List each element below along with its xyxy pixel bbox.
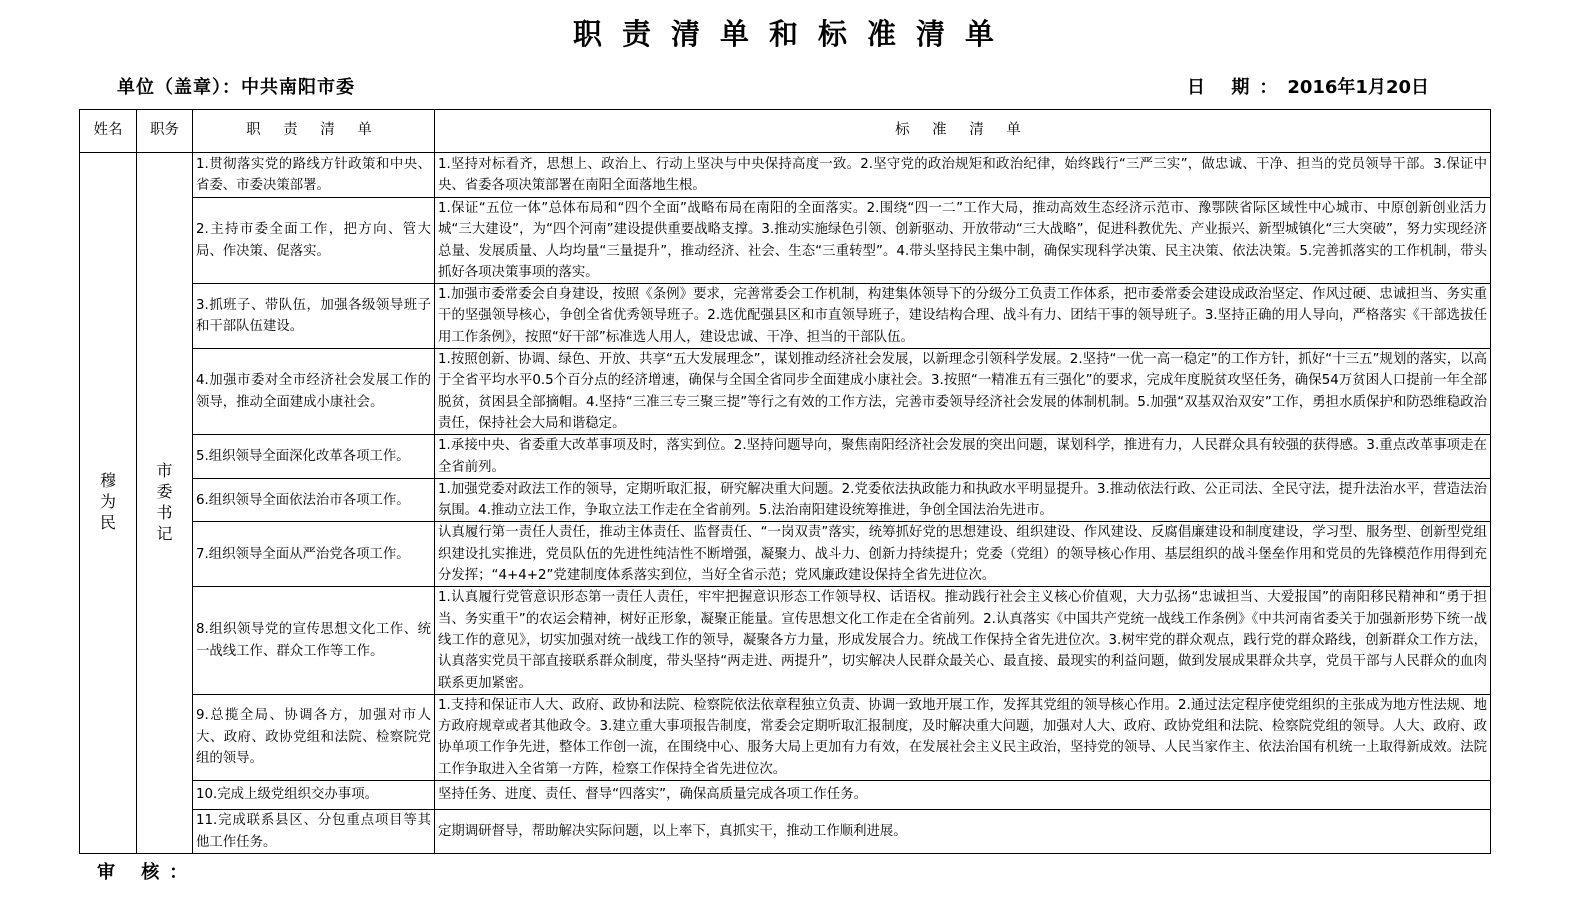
standard-cell: 1.加强党委对政法工作的领导，定期听取汇报，研究解决重大问题。2.党委依法执政能力和执政水平明显提升。3.推动依法行政、公正司法、全民守法，提升法治水平，营造法治氛围。4.推动立法工作，争取立法工作走在全省前列。5.法治南阳建设统筹推进，争创全国法治先进市。 [435,478,1491,522]
date-line [1187,76,1429,100]
duty-cell: 10.完成上级党组织交办事项。 [193,781,435,810]
duty-cell: 9.总揽全局、协调各方，加强对市人大、政府、政协党组和法院、检察院党组的领导。 [193,694,435,780]
header-position: 职务 [137,110,193,153]
review-label: 审 核： [97,862,198,883]
person-position: 市委书记 [156,460,173,543]
header-duties: 职 责 清 单 [193,110,435,153]
duty-cell: 3.抓班子、带队伍，加强各级领导班子和干部队伍建设。 [193,284,435,349]
table-row [80,522,1491,587]
table-row [80,478,1491,522]
person-position-cell [137,153,193,854]
duty-cell: 11.完成联系县区、分包重点项目等其他工作任务。 [193,810,435,854]
duty-cell: 4.加强市委对全市经济社会发展工作的领导，推动全面建成小康社会。 [193,349,435,435]
standard-cell: 1.承接中央、省委重大改革事项及时，落实到位。2.坚持问题导向，聚焦南阳经济社会发展的突出问题，谋划科学，推进有力，人民群众具有较强的获得感。3.重点改革事项走在全省前列。 [435,435,1491,479]
table-row [80,153,1491,198]
table-row [80,810,1491,854]
duty-cell: 6.组织领导全面依法治市各项工作。 [193,478,435,522]
standard-cell: 坚持任务、进度、责任、督导“四落实”，确保高质量完成各项工作任务。 [435,781,1491,810]
header-name: 姓名 [80,110,137,153]
table-row [80,284,1491,349]
table-row [80,587,1491,694]
standard-cell: 定期调研督导，帮助解决实际问题，以上率下，真抓实干，推动工作顺利进展。 [435,810,1491,854]
duty-cell: 2.主持市委全面工作，把方向、管大局、作决策、促落实。 [193,198,435,284]
standard-cell: 1.按照创新、协调、绿色、开放、共享“五大发展理念”，谋划推动经济社会发展，以新理念引领科学发展。2.坚持“一优一高一稳定”的工作方针，抓好“十三五”规划的落实，以高于全省平均水平0.5个百分点的经济增速，确保与全国全省同步全面建成小康社会。3.按照“一精准五有三强化”的要求，完成年度脱贫攻坚任务，确保54万贫困人口提前一年全部脱贫，贫困县全部摘帽。4.坚持“三准三专三聚三提”等行之有效的工作方法，完善市委领导经济社会发展的体制机制。5.加强“双基双治双安”工作，勇担水质保护和防恐维稳政治责任，保持社会大局和谐稳定。 [435,349,1491,435]
standard-cell: 1.坚持对标看齐，思想上、政治上、行动上坚决与中央保持高度一致。2.坚守党的政治规矩和政治纪律，始终践行“三严三实”，做忠诚、干净、担当的党员领导干部。3.保证中央、省委各项决策部署在南阳全面落地生根。 [435,153,1491,198]
unit-label: 单位（盖章）：中共南阳市委 [117,77,355,98]
document-title: 职责清单和标准清单 [572,17,1014,51]
person-name: 穆为民 [99,471,116,533]
standard-cell: 1.保证“五位一体”总体布局和“四个全面”战略布局在南阳的全面落实。2.围绕“四一二”工作大局，推动高效生态经济示范市、豫鄂陕省际区域性中心城市、中原创新创业活力城“三大建设”，为“四个河南”建设提供重要战略支撑。3.推动实施绿色引领、创新驱动、开放带动“三大战略”，促进科教优先、产业振兴、新型城镇化“三大突破”，努力实现经济总量、发展质量、人均均量“三量提升”，推动经济、社会、生态“三重转型”。4.带头坚持民主集中制，确保实现科学决策、民主决策、依法决策。5.完善抓落实的工作机制，带头抓好各项决策事项的落实。 [435,198,1491,284]
table-row [80,781,1491,810]
table-body [80,110,1491,854]
standard-cell: 1.加强市委常委会自身建设，按照《条例》要求，完善常委会工作机制，构建集体领导下的分级分工负责工作体系，把市委常委会建设成政治坚定、作风过硬、忠诚担当、务实重干的坚强领导核心，争创全省优秀领导班子。2.选优配强县区和市直领导班子，建设结构合理、战斗有力、团结干事的领导班子。3.坚持正确的用人导向，严格落实《干部选拔任用工作条例》，按照“好干部”标准选人用人，建设忠诚、干净、担当的干部队伍。 [435,284,1491,349]
person-name-cell [80,153,137,854]
table-row [80,349,1491,435]
standard-cell: 认真履行第一责任人责任，推动主体责任、监督责任、“一岗双责”落实，统筹抓好党的思想建设、组织建设、作风建设、反腐倡廉建设和制度建设，学习型、服务型、创新型党组织建设扎实推进，党员队伍的先进性纯洁性不断增强，凝聚力、战斗力、创新力持续提升；党委（党组）的领导核心作用、基层组织的战斗堡垒作用和党员的先锋模范作用得到充分发挥；“4+4+2”党建制度体系落实到位，当好全省示范；党风廉政建设保持全省先进位次。 [435,522,1491,587]
table-row [80,694,1491,780]
table-row [80,198,1491,284]
header-standards: 标 准 清 单 [435,110,1491,153]
duty-cell: 1.贯彻落实党的路线方针政策和中央、省委、市委决策部署。 [193,153,435,198]
duty-cell: 5.组织领导全面深化改革各项工作。 [193,435,435,479]
standard-cell: 1.认真履行党管意识形态第一责任人责任，牢牢把握意识形态工作领导权、话语权。推动践行社会主义核心价值观，大力弘扬“忠诚担当、大爱报国”的南阳移民精神和“勇于担当、务实重干”的农运会精神，树好正形象，凝聚正能量。宣传思想文化工作走在全省前列。2.认真落实《中国共产党统一战线工作条例》《中共河南省委关于加强新形势下统一战线工作的意见》，切实加强对统一战线工作的领导，凝聚各方力量，形成发展合力。统战工作保持全省先进位次。3.树牢党的群众观点，践行党的群众路线，创新群众工作方法，认真落实党员干部直接联系群众制度，带头坚持“两走进、两提升”，切实解决人民群众最关心、最直接、最现实的利益问题，做到发展成果群众共享，党员干部与人民群众的血肉联系更加紧密。 [435,587,1491,694]
table-row [80,435,1491,479]
standard-cell: 1.支持和保证市人大、政府、政协和法院、检察院依法依章程独立负责、协调一致地开展工作，发挥其党组的领导核心作用。2.通过法定程序使党组织的主张成为地方性法规、地方政府规章或者其他政令。3.建立重大事项报告制度，常委会定期听取汇报制度，及时解决重大问题，加强对人大、政府、政协党组和法院、检察院党组的领导。人大、政府、政协单项工作争先进，整体工作创一流，在围绕中心、服务大局上更加有力有效，在发展社会主义民主政治，坚持党的领导、人民当家作主、依法治国有机统一上取得新成效。法院工作争取进入全省第一方阵，检察工作保持全省先进位次。 [435,694,1491,780]
date-value: 2016年1月20日 [1287,77,1429,98]
header-row [80,110,1491,153]
duty-cell: 7.组织领导全面从严治党各项工作。 [193,522,435,587]
duty-cell: 8.组织领导党的宣传思想文化工作、统一战线工作、群众工作等工作。 [193,587,435,694]
responsibility-table [79,109,1491,854]
date-label: 日 期： [1187,77,1288,98]
